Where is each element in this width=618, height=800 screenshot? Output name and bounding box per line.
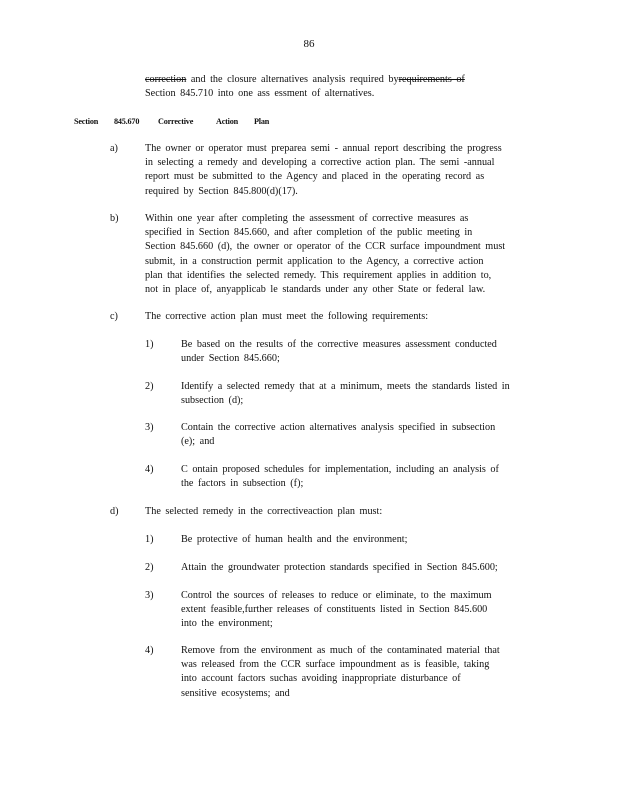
list-item	[181, 589, 492, 632]
paragraph-line: report must be submitted to the Agency and placed in the operating record as	[145, 171, 485, 183]
item-label: 3)	[145, 590, 154, 601]
item-label: 3)	[145, 422, 154, 433]
list-item	[181, 561, 498, 575]
list-item	[181, 644, 500, 701]
paragraph-line: required by Section 845.800(d)(17).	[145, 185, 298, 197]
item-line: Be based on the results of the corrective measures assessment conducted	[181, 339, 497, 350]
paragraph-label: c)	[110, 311, 118, 322]
list-item	[181, 421, 495, 449]
item-label: 1)	[145, 534, 154, 545]
list-item	[181, 338, 497, 366]
item-line: Control the sources of releases to reduce or eliminate, to the maximum	[181, 590, 492, 601]
list-item	[181, 533, 407, 547]
intro-block	[145, 73, 465, 101]
section-title-word: Action	[216, 117, 238, 126]
struck-text: correction	[145, 74, 187, 85]
paragraph-line: plan that identifies the selected remedy. This requirement applies in addition to,	[145, 269, 492, 281]
item-line: Remove from the environment as much of the contaminated material that	[181, 645, 500, 656]
item-line: C ontain proposed schedules for implementation, including an analysis of	[181, 464, 499, 475]
item-line: under Section 845.660;	[181, 353, 280, 365]
list-item	[181, 463, 499, 491]
intro-line-2: Section 845.710 into one ass essment of alternatives.	[145, 88, 375, 100]
item-line: sensitive ecosystems; and	[181, 687, 290, 699]
section-word: Section	[74, 117, 99, 126]
item-line: (e); and	[181, 436, 215, 448]
paragraph-d	[145, 505, 382, 519]
paragraph-line: submit, in a construction permit application to the Agency, a corrective action	[145, 255, 484, 267]
paragraph-b	[145, 212, 505, 297]
paragraph-line: Within one year after completing the assessment of corrective measures as	[145, 213, 469, 224]
item-label: 2)	[145, 381, 154, 392]
item-line: into the environment;	[181, 618, 273, 630]
section-number: 845.670	[114, 117, 140, 126]
item-line: subsection (d);	[181, 395, 244, 407]
intro-text: and the closure alternatives analysis required by	[186, 74, 399, 85]
item-line: into account factors suchas avoiding inappropriate disturbance of	[181, 673, 461, 685]
paragraph-line: in selecting a remedy and developing a corrective action plan. The semi -annual	[145, 157, 495, 169]
paragraph-line: Section 845.660 (d), the owner or operator of the CCR surface impoundment must	[145, 241, 506, 253]
paragraph-line: specified in Section 845.660, and after completion of the public meeting in	[145, 227, 473, 239]
page-number: 86	[303, 38, 315, 50]
item-line: extent feasible,further releases of constituents listed in Section 845.600	[181, 604, 488, 616]
intro-line-1	[145, 73, 465, 87]
item-label: 4)	[145, 464, 154, 475]
paragraph-line: The owner or operator must preparea semi - annual report describing the progress	[145, 143, 502, 154]
paragraph-line: not in place of, anyapplicab le standards under any other State or federal law.	[145, 284, 486, 296]
paragraph-line: The selected remedy in the correctiveaction plan must:	[145, 506, 383, 517]
list-item	[181, 380, 510, 408]
paragraph-c	[145, 310, 428, 324]
paragraph-label: a)	[110, 143, 118, 154]
item-line: Attain the groundwater protection standards specified in Section 845.600;	[181, 562, 498, 573]
paragraph-label: b)	[110, 213, 119, 224]
item-label: 2)	[145, 562, 154, 573]
item-label: 1)	[145, 339, 154, 350]
item-line: Identify a selected remedy that at a minimum, meets the standards listed in	[181, 381, 510, 392]
item-line: was released from the CCR surface impoundment as is feasible, taking	[181, 659, 490, 671]
section-title-word: Corrective	[158, 117, 194, 126]
item-line: Contain the corrective action alternatives analysis specified in subsection	[181, 422, 496, 433]
item-line: the factors in subsection (f);	[181, 478, 304, 490]
item-line: Be protective of human health and the environment;	[181, 534, 408, 545]
paragraph-label: d)	[110, 506, 119, 517]
item-label: 4)	[145, 645, 154, 656]
struck-text: requirements of	[398, 74, 465, 85]
paragraph-line: The corrective action plan must meet the following requirements:	[145, 311, 429, 322]
section-title-word: Plan	[254, 117, 270, 126]
paragraph-a	[145, 142, 502, 199]
